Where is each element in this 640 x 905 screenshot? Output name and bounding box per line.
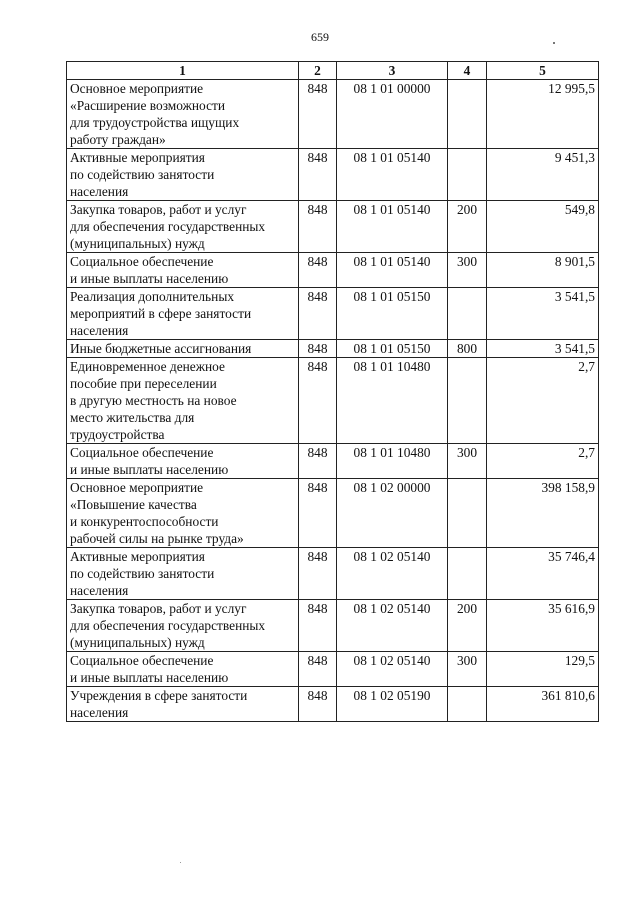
header-col-1: 1: [67, 62, 299, 80]
row-name-line: для трудоустройства ищущих: [70, 115, 240, 130]
table-row: [67, 687, 599, 722]
row-type-cell: 300: [448, 652, 487, 687]
row-name-line: (муниципальных) нужд: [70, 635, 205, 650]
row-amount-cell: 9 451,3: [487, 149, 599, 201]
row-name-line: мероприятий в сфере занятости: [70, 306, 252, 321]
row-amount-cell: 35 616,9: [487, 600, 599, 652]
row-type-cell: [448, 479, 487, 548]
row-name-line: Активные мероприятия: [70, 549, 205, 564]
row-code-cell: 848: [299, 479, 337, 548]
row-type-cell: 800: [448, 340, 487, 358]
row-name-line: пособие при переселении: [70, 376, 217, 391]
table-row: [67, 288, 599, 340]
row-name-cell: [67, 687, 299, 722]
row-article-cell: 08 1 02 05190: [337, 687, 448, 722]
header-col-3: 3: [337, 62, 448, 80]
row-name-cell: [67, 149, 299, 201]
row-article-cell: 08 1 02 05140: [337, 600, 448, 652]
row-type-cell: 200: [448, 600, 487, 652]
row-type-cell: [448, 358, 487, 444]
table-body: [67, 80, 599, 722]
table-row: [67, 358, 599, 444]
row-name-line: Иные бюджетные ассигнования: [70, 341, 252, 356]
row-name-cell: [67, 600, 299, 652]
row-type-cell: [448, 687, 487, 722]
row-name-line: населения: [70, 184, 129, 199]
table-row: [67, 149, 599, 201]
row-name-line: Социальное обеспечение: [70, 445, 214, 460]
row-amount-cell: 129,5: [487, 652, 599, 687]
row-article-cell: 08 1 01 00000: [337, 80, 448, 149]
row-article-cell: 08 1 01 10480: [337, 444, 448, 479]
row-article-cell: 08 1 01 05140: [337, 149, 448, 201]
row-name-cell: [67, 80, 299, 149]
row-name-cell: [67, 201, 299, 253]
row-name-cell: [67, 652, 299, 687]
row-name-cell: [67, 479, 299, 548]
row-name-line: «Повышение качества: [70, 497, 197, 512]
row-name-line: и иные выплаты населению: [70, 271, 229, 286]
row-code-cell: 848: [299, 444, 337, 479]
scan-speck: [180, 862, 181, 863]
row-code-cell: 848: [299, 288, 337, 340]
header-col-5: 5: [487, 62, 599, 80]
row-name-line: и иные выплаты населению: [70, 670, 229, 685]
row-amount-cell: 398 158,9: [487, 479, 599, 548]
row-name-line: Закупка товаров, работ и услуг: [70, 601, 247, 616]
row-article-cell: 08 1 01 10480: [337, 358, 448, 444]
row-name-line: место жительства для: [70, 410, 195, 425]
row-name-line: трудоустройства: [70, 427, 165, 442]
table-row: [67, 340, 599, 358]
row-amount-cell: 35 746,4: [487, 548, 599, 600]
row-code-cell: 848: [299, 253, 337, 288]
row-type-cell: 200: [448, 201, 487, 253]
row-amount-cell: 3 541,5: [487, 340, 599, 358]
row-amount-cell: 3 541,5: [487, 288, 599, 340]
row-name-line: по содействию занятости: [70, 566, 215, 581]
scan-speck: [553, 42, 555, 44]
row-name-line: для обеспечения государственных: [70, 219, 266, 234]
row-code-cell: 848: [299, 548, 337, 600]
row-type-cell: [448, 149, 487, 201]
row-name-line: для обеспечения государственных: [70, 618, 266, 633]
row-name-line: Основное мероприятие: [70, 81, 204, 96]
budget-table: [66, 61, 599, 722]
row-name-line: населения: [70, 705, 129, 720]
row-article-cell: 08 1 01 05140: [337, 253, 448, 288]
row-name-line: рабочей силы на рынке труда»: [70, 531, 244, 546]
row-name-line: населения: [70, 323, 129, 338]
header-col-4: 4: [448, 62, 487, 80]
row-name-cell: [67, 358, 299, 444]
table-row: [67, 652, 599, 687]
row-type-cell: [448, 548, 487, 600]
row-article-cell: 08 1 01 05150: [337, 340, 448, 358]
row-article-cell: 08 1 02 05140: [337, 652, 448, 687]
row-amount-cell: 2,7: [487, 358, 599, 444]
row-name-line: (муниципальных) нужд: [70, 236, 205, 251]
row-code-cell: 848: [299, 600, 337, 652]
row-name-line: Основное мероприятие: [70, 480, 204, 495]
row-amount-cell: 2,7: [487, 444, 599, 479]
row-article-cell: 08 1 02 05140: [337, 548, 448, 600]
table-row: [67, 444, 599, 479]
table-row: [67, 201, 599, 253]
row-name-line: населения: [70, 583, 129, 598]
row-code-cell: 848: [299, 80, 337, 149]
row-code-cell: 848: [299, 149, 337, 201]
row-name-line: Учреждения в сфере занятости: [70, 688, 248, 703]
row-name-line: и конкурентоспособности: [70, 514, 219, 529]
row-name-line: Единовременное денежное: [70, 359, 225, 374]
table-row: [67, 548, 599, 600]
row-name-cell: [67, 340, 299, 358]
row-name-line: по содействию занятости: [70, 167, 215, 182]
row-name-line: Закупка товаров, работ и услуг: [70, 202, 247, 217]
row-name-line: «Расширение возможности: [70, 98, 226, 113]
row-name-cell: [67, 288, 299, 340]
row-amount-cell: 549,8: [487, 201, 599, 253]
row-code-cell: 848: [299, 652, 337, 687]
row-name-line: в другую местность на новое: [70, 393, 237, 408]
table-row: [67, 479, 599, 548]
row-name-cell: [67, 253, 299, 288]
table-row: [67, 600, 599, 652]
row-name-line: Социальное обеспечение: [70, 254, 214, 269]
table-row: [67, 80, 599, 149]
row-name-line: Реализация дополнительных: [70, 289, 235, 304]
row-code-cell: 848: [299, 340, 337, 358]
row-code-cell: 848: [299, 201, 337, 253]
table-header-row: [67, 62, 599, 80]
row-type-cell: 300: [448, 444, 487, 479]
row-type-cell: 300: [448, 253, 487, 288]
row-amount-cell: 12 995,5: [487, 80, 599, 149]
row-article-cell: 08 1 01 05150: [337, 288, 448, 340]
row-name-line: и иные выплаты населению: [70, 462, 229, 477]
row-name-line: работу граждан»: [70, 132, 166, 147]
row-code-cell: 848: [299, 358, 337, 444]
row-name-line: Активные мероприятия: [70, 150, 205, 165]
row-type-cell: [448, 288, 487, 340]
row-name-cell: [67, 548, 299, 600]
row-amount-cell: 361 810,6: [487, 687, 599, 722]
row-article-cell: 08 1 01 05140: [337, 201, 448, 253]
row-article-cell: 08 1 02 00000: [337, 479, 448, 548]
header-col-2: 2: [299, 62, 337, 80]
row-name-line: Социальное обеспечение: [70, 653, 214, 668]
row-amount-cell: 8 901,5: [487, 253, 599, 288]
row-type-cell: [448, 80, 487, 149]
table-row: [67, 253, 599, 288]
row-name-cell: [67, 444, 299, 479]
row-code-cell: 848: [299, 687, 337, 722]
page-number: 659: [311, 30, 329, 44]
